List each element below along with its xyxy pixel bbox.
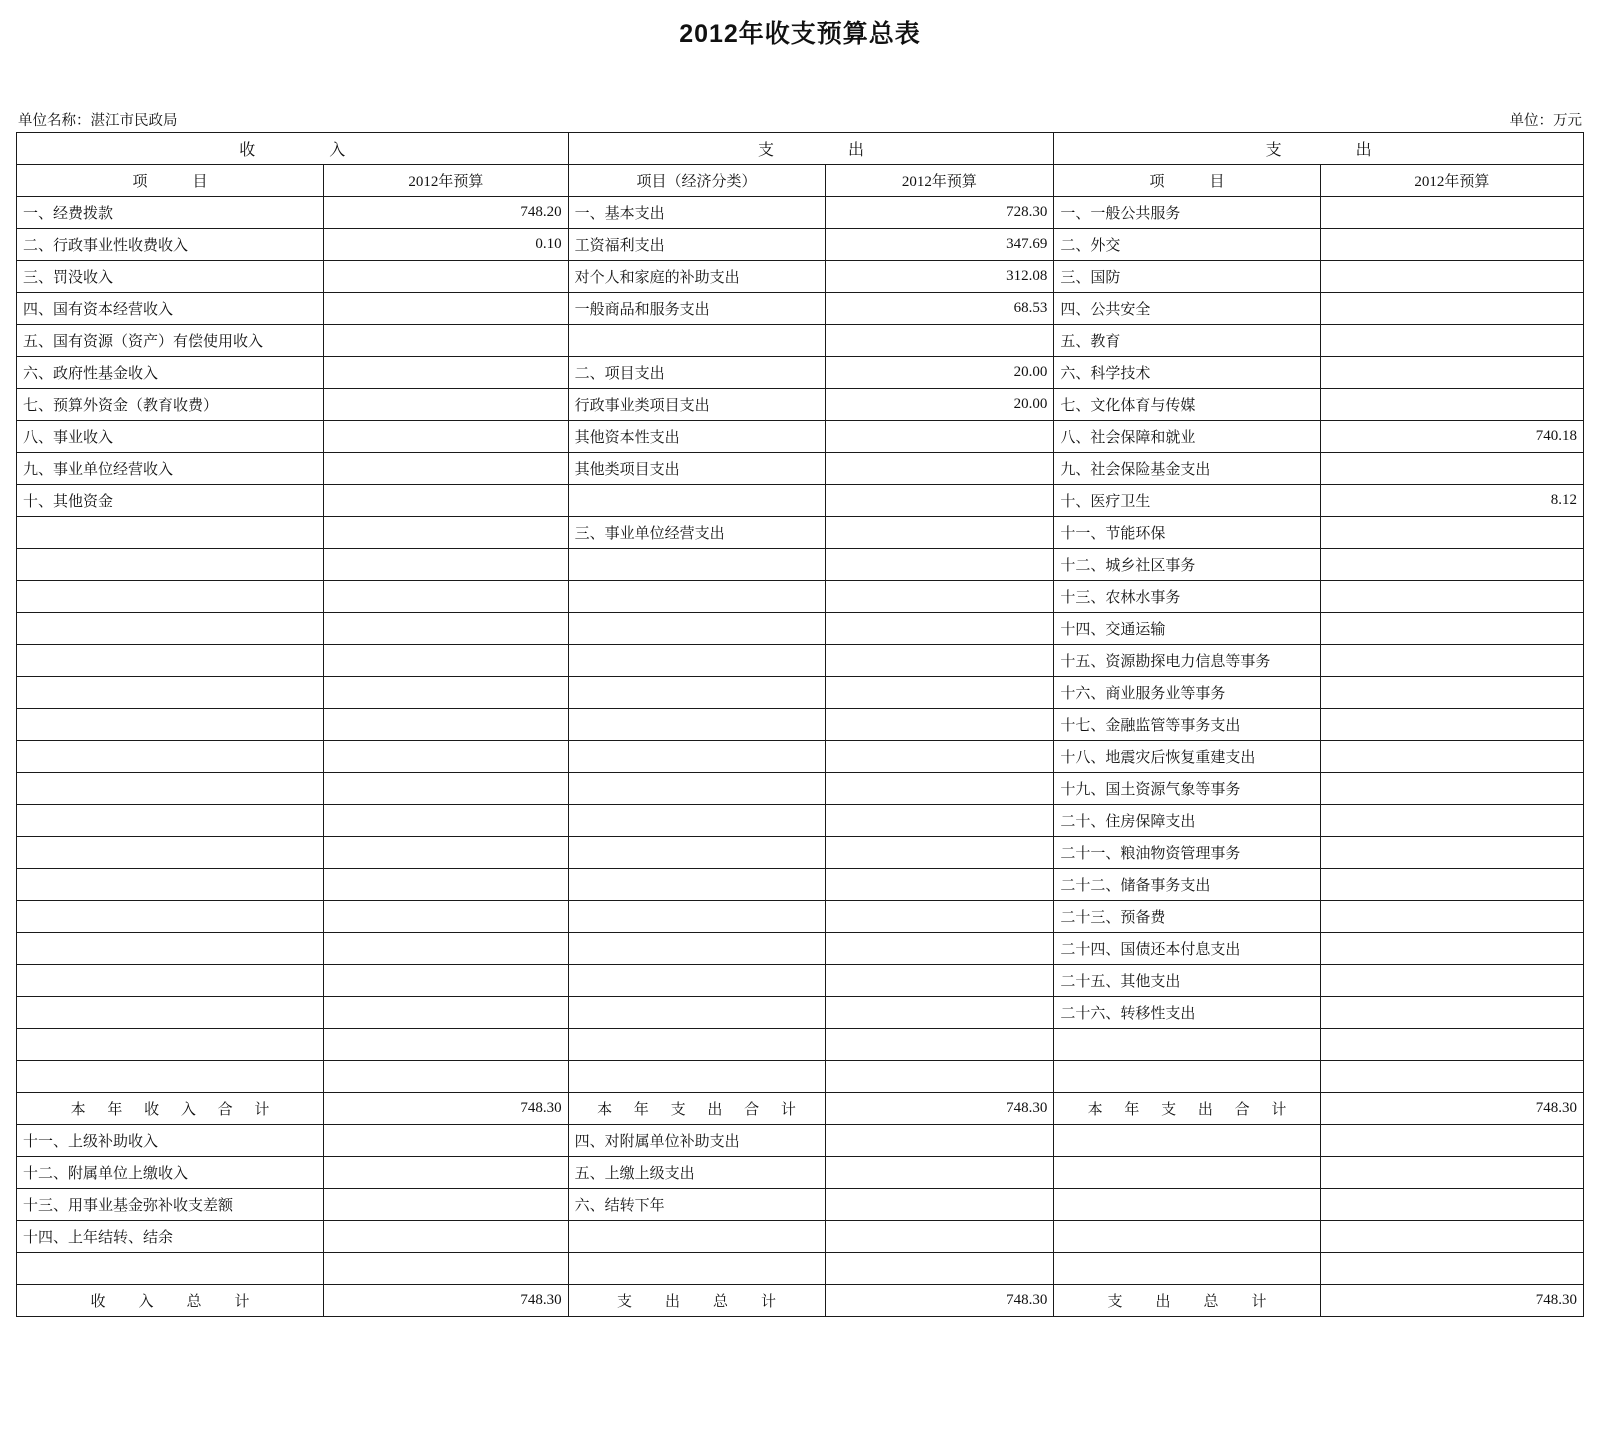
exp-econ-item-value: 312.08 (825, 261, 1054, 293)
unit-name-label: 单位名称： (18, 113, 91, 129)
income-item-value (324, 453, 568, 485)
exp-func-item-value: 740.18 (1320, 421, 1583, 453)
exp-econ-item-label (568, 549, 825, 581)
exp-econ-item-label (568, 677, 825, 709)
exp-econ-item-label: 一般商品和服务支出 (568, 293, 825, 325)
income-item-value (324, 965, 568, 997)
exp-func-item-value (1320, 1253, 1583, 1285)
table-row (17, 549, 1584, 581)
table-row (17, 869, 1584, 901)
col-header-exp-econ-budget: 2012年预算 (825, 165, 1054, 197)
exp-func-item-label (1054, 1125, 1320, 1157)
table-row (17, 933, 1584, 965)
exp-func-item-label: 十六、商业服务业等事务 (1054, 677, 1320, 709)
income-item-label: 十一、上级补助收入 (17, 1125, 324, 1157)
group-header-expenditure-econ: 支 出 (568, 133, 1054, 165)
budget-table (16, 132, 1584, 1317)
income-item-label (17, 837, 324, 869)
exp-econ-item-value (825, 1253, 1054, 1285)
table-row (17, 1157, 1584, 1189)
table-row (17, 997, 1584, 1029)
income-item-value (324, 293, 568, 325)
income-item-label (17, 677, 324, 709)
exp-econ-item-value (825, 677, 1054, 709)
exp-func-item-label: 二十二、储备事务支出 (1054, 869, 1320, 901)
exp-func-item-label: 十四、交通运输 (1054, 613, 1320, 645)
exp-econ-item-label (568, 933, 825, 965)
table-row (17, 1189, 1584, 1221)
income-item-label (17, 965, 324, 997)
exp-func-item-value (1320, 197, 1583, 229)
exp-func-item-value (1320, 837, 1583, 869)
exp-econ-item-label: 对个人和家庭的补助支出 (568, 261, 825, 293)
exp-econ-item-value (825, 581, 1054, 613)
exp-func-item-label: 十二、城乡社区事务 (1054, 549, 1320, 581)
exp-econ-item-label (568, 325, 825, 357)
income-item-value (324, 421, 568, 453)
exp-econ-item-value: 347.69 (825, 229, 1054, 261)
exp-econ-item-value (825, 517, 1054, 549)
income-item-value (324, 933, 568, 965)
exp-econ-item-value (825, 709, 1054, 741)
income-item-label (17, 901, 324, 933)
exp-func-item-value (1320, 1029, 1583, 1061)
exp-econ-item-value (825, 613, 1054, 645)
exp-econ-item-value (825, 869, 1054, 901)
income-item-label: 八、事业收入 (17, 421, 324, 453)
income-item-label (17, 709, 324, 741)
exp-func-item-label: 三、国防 (1054, 261, 1320, 293)
exp-econ-item-label: 六、结转下年 (568, 1189, 825, 1221)
income-item-label (17, 613, 324, 645)
table-row (17, 581, 1584, 613)
table-row (17, 1253, 1584, 1285)
exp-func-item-value (1320, 741, 1583, 773)
grand-total-exp-econ-label: 支 出 总 计 (568, 1285, 825, 1317)
exp-func-item-value (1320, 613, 1583, 645)
income-item-label (17, 1253, 324, 1285)
table-row (17, 805, 1584, 837)
exp-econ-item-value (825, 1029, 1054, 1061)
exp-econ-item-label (568, 613, 825, 645)
exp-econ-item-value (825, 773, 1054, 805)
exp-econ-item-value (825, 1157, 1054, 1189)
exp-econ-item-label: 一、基本支出 (568, 197, 825, 229)
income-item-value (324, 837, 568, 869)
column-header-row (17, 165, 1584, 197)
exp-func-item-label (1054, 1221, 1320, 1253)
table-row (17, 1221, 1584, 1253)
exp-func-item-value (1320, 869, 1583, 901)
subtotal-exp-func-value: 748.30 (1320, 1093, 1583, 1125)
exp-func-item-label: 十一、节能环保 (1054, 517, 1320, 549)
exp-econ-item-value (825, 741, 1054, 773)
grand-total-income-label: 收 入 总 计 (17, 1285, 324, 1317)
grand-total-row (17, 1285, 1584, 1317)
exp-econ-item-value (825, 1061, 1054, 1093)
exp-econ-item-value (825, 1125, 1054, 1157)
income-item-value (324, 581, 568, 613)
grand-total-exp-econ-value: 748.30 (825, 1285, 1054, 1317)
exp-econ-item-label (568, 645, 825, 677)
income-item-value (324, 677, 568, 709)
income-item-label: 十三、用事业基金弥补收支差额 (17, 1189, 324, 1221)
exp-econ-item-value (825, 1189, 1054, 1221)
table-row (17, 837, 1584, 869)
exp-econ-item-value (825, 805, 1054, 837)
exp-func-item-value (1320, 549, 1583, 581)
income-item-label (17, 645, 324, 677)
income-item-label (17, 741, 324, 773)
income-item-label (17, 805, 324, 837)
income-item-value (324, 645, 568, 677)
exp-func-item-value (1320, 389, 1583, 421)
table-row (17, 1125, 1584, 1157)
exp-econ-item-label (568, 965, 825, 997)
exp-econ-item-value: 728.30 (825, 197, 1054, 229)
unit-name-value: 湛江市民政局 (90, 113, 178, 129)
grand-total-income-value: 748.30 (324, 1285, 568, 1317)
income-item-label (17, 997, 324, 1029)
exp-econ-item-label: 行政事业类项目支出 (568, 389, 825, 421)
income-item-value (324, 997, 568, 1029)
exp-econ-item-label (568, 1029, 825, 1061)
exp-econ-item-value (825, 421, 1054, 453)
exp-func-item-label: 八、社会保障和就业 (1054, 421, 1320, 453)
document-meta (16, 52, 1584, 132)
exp-func-item-value (1320, 357, 1583, 389)
grand-total-exp-func-value: 748.30 (1320, 1285, 1583, 1317)
exp-econ-item-label (568, 1253, 825, 1285)
table-row (17, 453, 1584, 485)
exp-econ-item-label (568, 837, 825, 869)
income-item-value (324, 805, 568, 837)
exp-func-item-value (1320, 581, 1583, 613)
exp-func-item-label (1054, 1189, 1320, 1221)
exp-func-item-label (1054, 1253, 1320, 1285)
col-header-income-item: 项 目 (17, 165, 324, 197)
table-row (17, 197, 1584, 229)
table-row (17, 645, 1584, 677)
exp-econ-item-value (825, 837, 1054, 869)
exp-econ-item-label (568, 805, 825, 837)
income-item-value (324, 549, 568, 581)
subtotal-row (17, 1093, 1584, 1125)
exp-func-item-label (1054, 1029, 1320, 1061)
exp-econ-item-label: 其他资本性支出 (568, 421, 825, 453)
exp-func-item-label: 二十六、转移性支出 (1054, 997, 1320, 1029)
table-row (17, 517, 1584, 549)
income-item-label: 九、事业单位经营收入 (17, 453, 324, 485)
group-header-income: 收 入 (17, 133, 569, 165)
income-item-label: 一、经费拨款 (17, 197, 324, 229)
exp-func-item-value (1320, 709, 1583, 741)
income-item-value: 0.10 (324, 229, 568, 261)
income-item-value (324, 741, 568, 773)
table-row (17, 709, 1584, 741)
exp-func-item-label: 二、外交 (1054, 229, 1320, 261)
income-item-value (324, 773, 568, 805)
exp-func-item-value (1320, 933, 1583, 965)
exp-func-item-label: 十八、地震灾后恢复重建支出 (1054, 741, 1320, 773)
income-item-value (324, 389, 568, 421)
income-item-value (324, 1125, 568, 1157)
income-item-value (324, 1221, 568, 1253)
income-item-label (17, 517, 324, 549)
exp-func-item-label (1054, 1061, 1320, 1093)
table-row (17, 1061, 1584, 1093)
table-row (17, 389, 1584, 421)
exp-econ-item-label: 二、项目支出 (568, 357, 825, 389)
group-header-expenditure-func: 支 出 (1054, 133, 1584, 165)
table-row (17, 325, 1584, 357)
subtotal-exp-func-label: 本 年 支 出 合 计 (1054, 1093, 1320, 1125)
unit-name (18, 109, 178, 130)
income-item-label: 七、预算外资金（教育收费） (17, 389, 324, 421)
exp-econ-item-label: 四、对附属单位补助支出 (568, 1125, 825, 1157)
exp-func-item-value (1320, 1189, 1583, 1221)
exp-func-item-value (1320, 229, 1583, 261)
exp-func-item-label: 二十四、国债还本付息支出 (1054, 933, 1320, 965)
group-header-row (17, 133, 1584, 165)
exp-func-item-label: 二十五、其他支出 (1054, 965, 1320, 997)
exp-func-item-label: 二十三、预备费 (1054, 901, 1320, 933)
exp-func-item-value (1320, 453, 1583, 485)
income-item-label: 二、行政事业性收费收入 (17, 229, 324, 261)
exp-func-item-value (1320, 965, 1583, 997)
income-item-value (324, 613, 568, 645)
exp-func-item-value (1320, 261, 1583, 293)
grand-total-exp-func-label: 支 出 总 计 (1054, 1285, 1320, 1317)
income-item-label (17, 581, 324, 613)
table-row (17, 965, 1584, 997)
table-row (17, 357, 1584, 389)
exp-func-item-label: 十七、金融监管等事务支出 (1054, 709, 1320, 741)
income-item-label (17, 1029, 324, 1061)
income-item-label: 三、罚没收入 (17, 261, 324, 293)
income-item-label (17, 549, 324, 581)
table-row (17, 677, 1584, 709)
exp-econ-item-value (825, 325, 1054, 357)
exp-func-item-value: 8.12 (1320, 485, 1583, 517)
exp-econ-item-value (825, 997, 1054, 1029)
income-item-value (324, 1061, 568, 1093)
exp-func-item-value (1320, 1157, 1583, 1189)
exp-func-item-value (1320, 517, 1583, 549)
table-row (17, 613, 1584, 645)
exp-econ-item-label (568, 581, 825, 613)
exp-func-item-value (1320, 677, 1583, 709)
exp-econ-item-value (825, 933, 1054, 965)
col-header-exp-econ-item: 项目（经济分类） (568, 165, 825, 197)
income-item-label: 十四、上年结转、结余 (17, 1221, 324, 1253)
exp-func-item-value (1320, 1221, 1583, 1253)
exp-econ-item-value (825, 485, 1054, 517)
col-header-exp-func-budget: 2012年预算 (1320, 165, 1583, 197)
table-row (17, 773, 1584, 805)
exp-func-item-label: 二十一、粮油物资管理事务 (1054, 837, 1320, 869)
table-row (17, 741, 1584, 773)
income-item-label: 五、国有资源（资产）有偿使用收入 (17, 325, 324, 357)
exp-econ-item-value: 20.00 (825, 389, 1054, 421)
subtotal-income-value: 748.30 (324, 1093, 568, 1125)
exp-func-item-value (1320, 1125, 1583, 1157)
exp-econ-item-label (568, 485, 825, 517)
exp-econ-item-value (825, 549, 1054, 581)
exp-econ-item-label (568, 901, 825, 933)
exp-func-item-label (1054, 1157, 1320, 1189)
exp-econ-item-label (568, 741, 825, 773)
exp-func-item-value (1320, 773, 1583, 805)
income-item-value (324, 261, 568, 293)
exp-econ-item-label (568, 709, 825, 741)
income-item-value (324, 1189, 568, 1221)
exp-func-item-label: 十、医疗卫生 (1054, 485, 1320, 517)
income-item-value (324, 517, 568, 549)
exp-func-item-label: 七、文化体育与传媒 (1054, 389, 1320, 421)
subtotal-exp-econ-value: 748.30 (825, 1093, 1054, 1125)
table-row (17, 261, 1584, 293)
exp-func-item-value (1320, 1061, 1583, 1093)
income-item-value (324, 1253, 568, 1285)
income-item-value (324, 1029, 568, 1061)
exp-econ-item-label: 五、上缴上级支出 (568, 1157, 825, 1189)
income-item-value (324, 325, 568, 357)
exp-func-item-value (1320, 293, 1583, 325)
table-row (17, 293, 1584, 325)
income-item-value (324, 869, 568, 901)
exp-econ-item-label: 工资福利支出 (568, 229, 825, 261)
col-header-income-budget: 2012年预算 (324, 165, 568, 197)
subtotal-exp-econ-label: 本 年 支 出 合 计 (568, 1093, 825, 1125)
income-item-value (324, 1157, 568, 1189)
exp-econ-item-value (825, 645, 1054, 677)
exp-func-item-value (1320, 901, 1583, 933)
exp-econ-item-label: 其他类项目支出 (568, 453, 825, 485)
exp-func-item-value (1320, 997, 1583, 1029)
exp-econ-item-value: 20.00 (825, 357, 1054, 389)
income-item-value: 748.20 (324, 197, 568, 229)
exp-func-item-label: 十九、国土资源气象等事务 (1054, 773, 1320, 805)
exp-econ-item-value (825, 901, 1054, 933)
unit-measure: 单位：万元 (1509, 113, 1582, 129)
exp-econ-item-label (568, 869, 825, 901)
exp-func-item-label: 五、教育 (1054, 325, 1320, 357)
income-item-value (324, 901, 568, 933)
exp-econ-item-label (568, 1061, 825, 1093)
exp-econ-item-value: 68.53 (825, 293, 1054, 325)
income-item-label (17, 869, 324, 901)
exp-func-item-value (1320, 805, 1583, 837)
exp-func-item-label: 一、一般公共服务 (1054, 197, 1320, 229)
exp-econ-item-value (825, 965, 1054, 997)
income-item-label (17, 773, 324, 805)
table-row (17, 421, 1584, 453)
income-item-value (324, 357, 568, 389)
exp-func-item-label: 四、公共安全 (1054, 293, 1320, 325)
subtotal-income-label: 本 年 收 入 合 计 (17, 1093, 324, 1125)
exp-func-item-value (1320, 645, 1583, 677)
exp-func-item-label: 九、社会保险基金支出 (1054, 453, 1320, 485)
income-item-label: 十、其他资金 (17, 485, 324, 517)
exp-func-item-label: 十三、农林水事务 (1054, 581, 1320, 613)
exp-func-item-label: 十五、资源勘探电力信息等事务 (1054, 645, 1320, 677)
income-item-label: 十二、附属单位上缴收入 (17, 1157, 324, 1189)
exp-econ-item-label (568, 997, 825, 1029)
page-title: 2012年收支预算总表 (679, 20, 921, 48)
exp-func-item-label: 二十、住房保障支出 (1054, 805, 1320, 837)
income-item-label: 六、政府性基金收入 (17, 357, 324, 389)
table-row (17, 229, 1584, 261)
exp-func-item-label: 六、科学技术 (1054, 357, 1320, 389)
exp-func-item-value (1320, 325, 1583, 357)
income-item-label (17, 933, 324, 965)
income-item-label (17, 1061, 324, 1093)
exp-econ-item-label (568, 773, 825, 805)
exp-econ-item-label (568, 1221, 825, 1253)
col-header-exp-func-item: 项 目 (1054, 165, 1320, 197)
table-row (17, 901, 1584, 933)
exp-econ-item-value (825, 453, 1054, 485)
exp-econ-item-label: 三、事业单位经营支出 (568, 517, 825, 549)
income-item-label: 四、国有资本经营收入 (17, 293, 324, 325)
income-item-value (324, 485, 568, 517)
table-row (17, 1029, 1584, 1061)
exp-econ-item-value (825, 1221, 1054, 1253)
table-row (17, 485, 1584, 517)
income-item-value (324, 709, 568, 741)
